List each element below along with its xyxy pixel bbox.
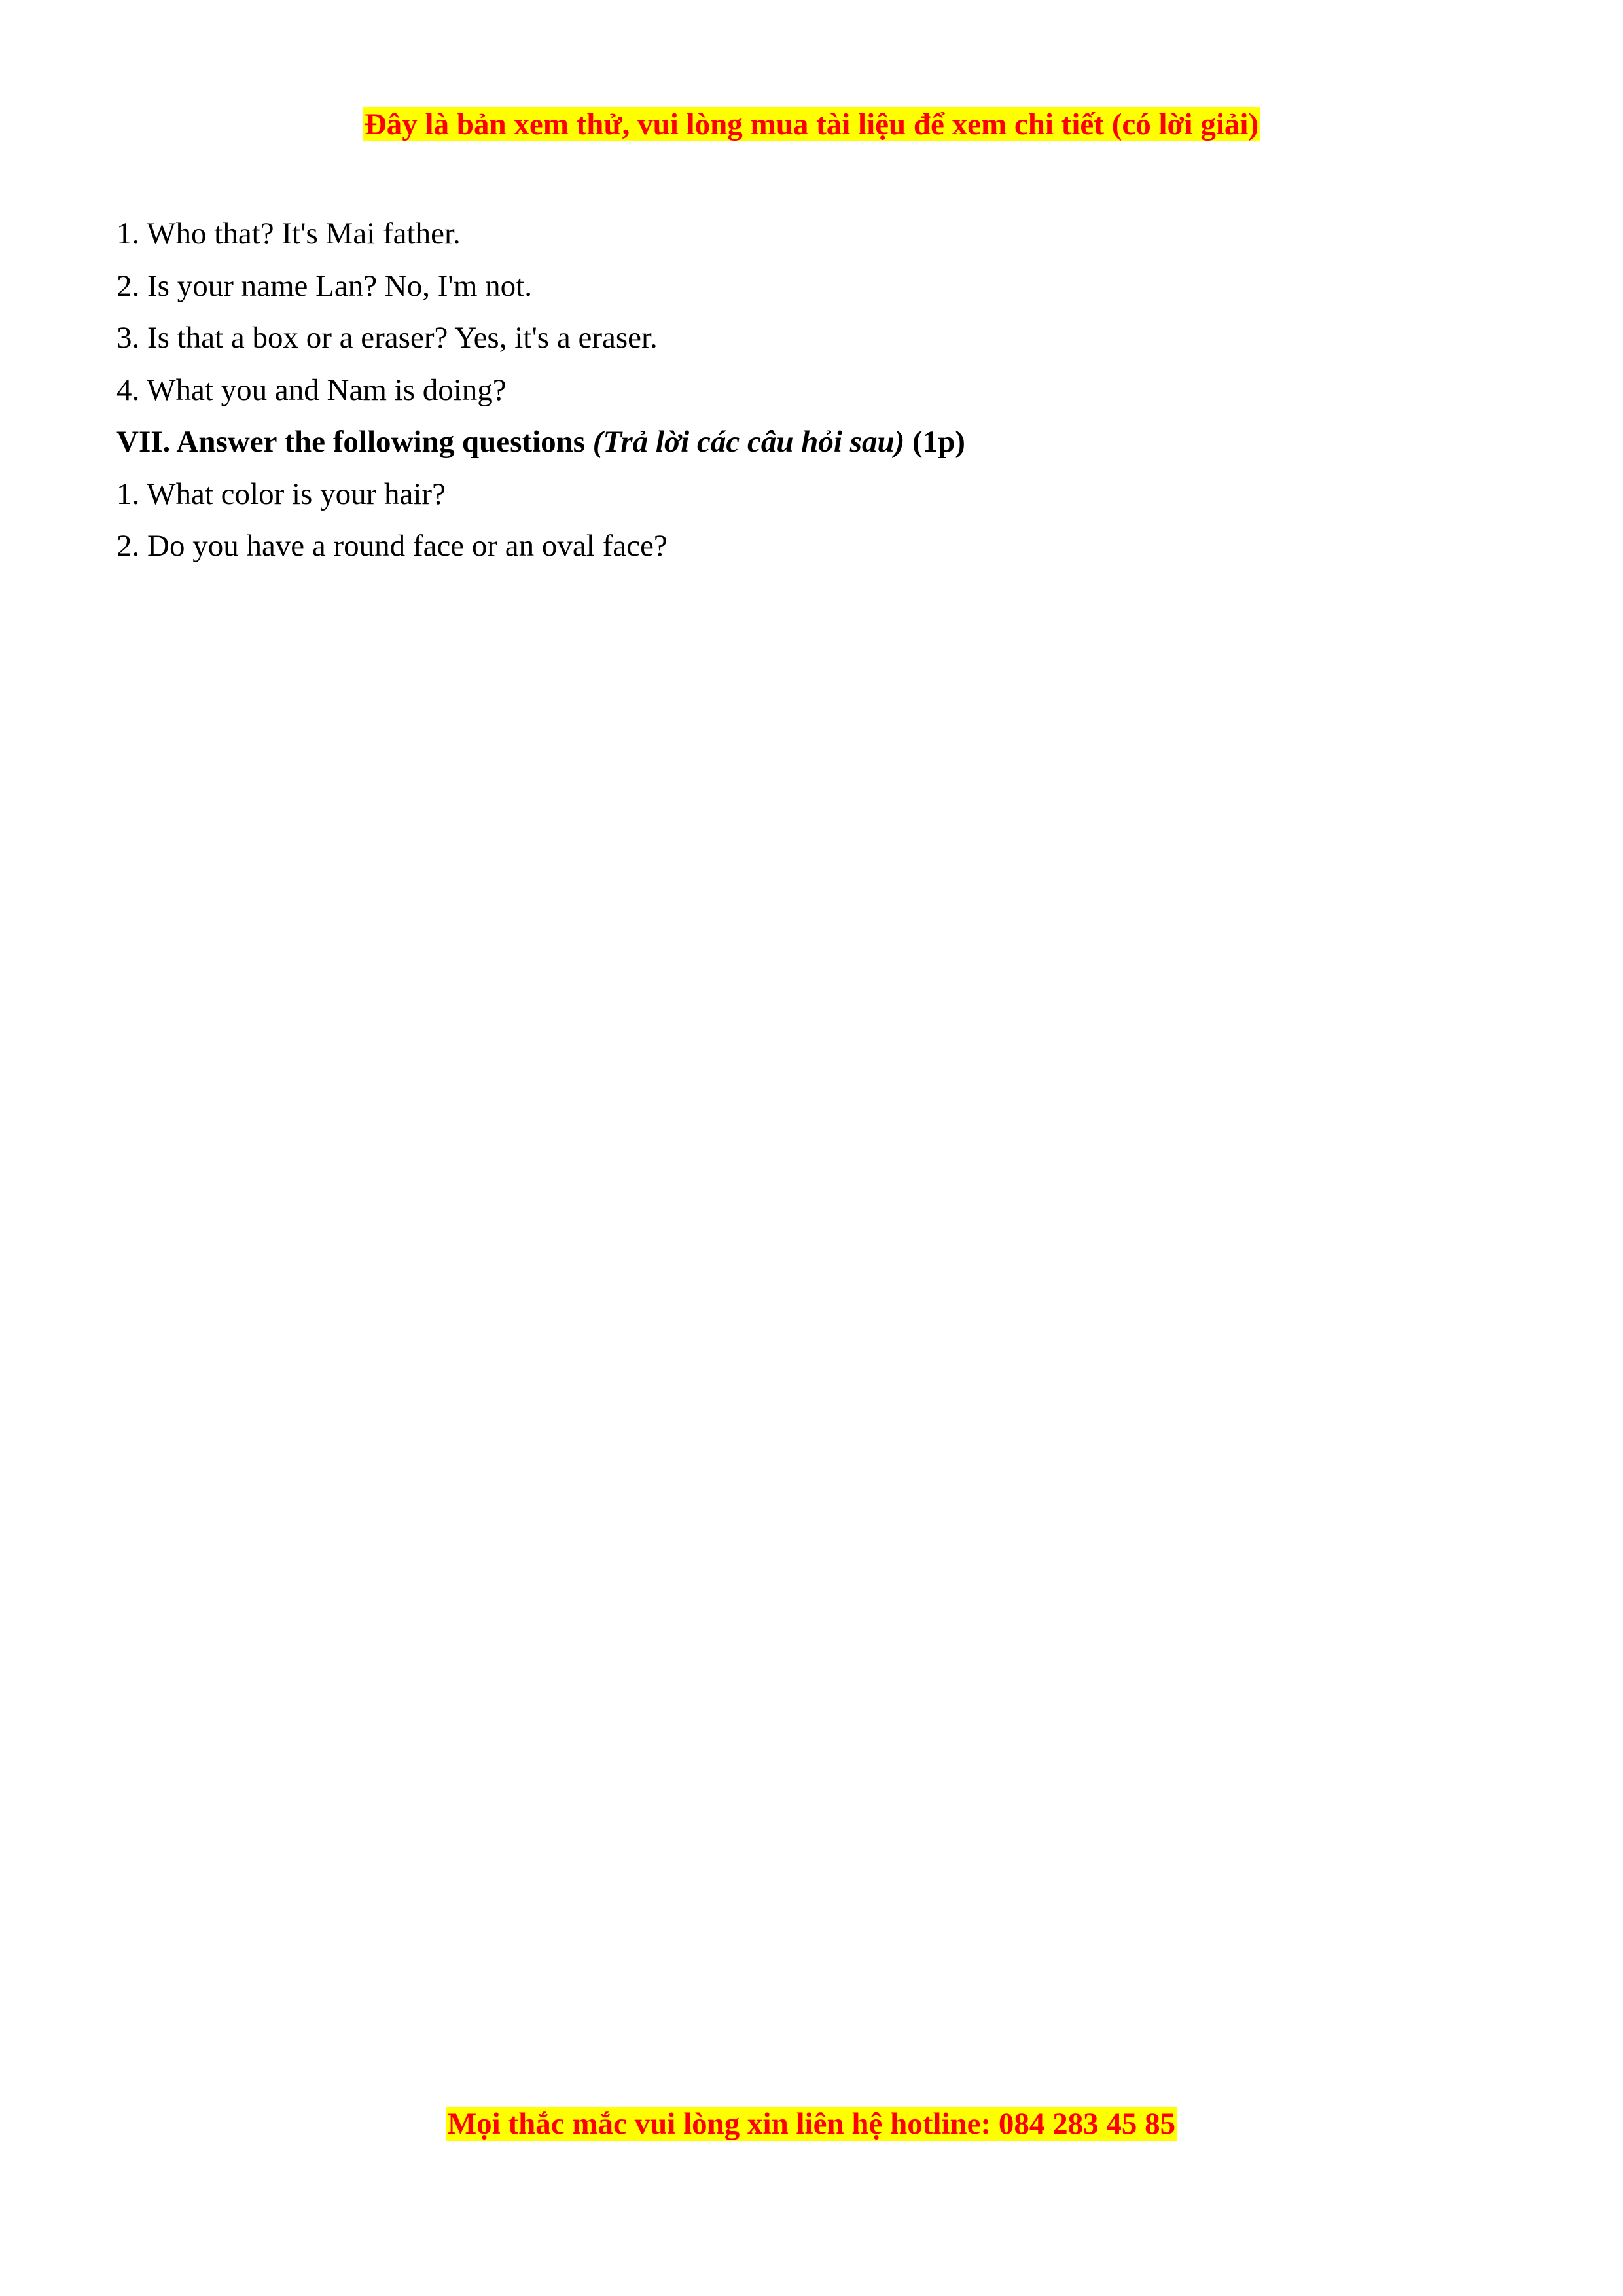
section-points: (1p) [912, 425, 965, 459]
question-item: 1. What color is your hair? [116, 476, 446, 511]
section-title-vi: (Trả lời các câu hỏi sau) [592, 425, 905, 459]
error-item: 4. What you and Nam is doing? [116, 372, 507, 407]
error-item: 2. Is your name Lan? No, I'm not. [116, 268, 532, 303]
hotline-text: Mọi thắc mắc vui lòng xin liên hệ hotline: 084 283 45 85 [447, 2107, 1176, 2141]
error-item: 3. Is that a box or a eraser? Yes, it's a eraser. [116, 321, 658, 355]
error-item: 1. Who that? It's Mai father. [116, 217, 461, 251]
hotline-banner [0, 2104, 1623, 2144]
question-item: 2. Do you have a round face or an oval face? [116, 529, 668, 563]
preview-notice-banner [0, 105, 1623, 144]
preview-notice-text: Đây là bản xem thử, vui lòng mua tài liệu để xem chi tiết (có lời giải) [364, 107, 1259, 141]
document-body [116, 208, 1517, 573]
section-title-en: VII. Answer the following questions [116, 425, 585, 459]
section-heading [116, 416, 1517, 469]
